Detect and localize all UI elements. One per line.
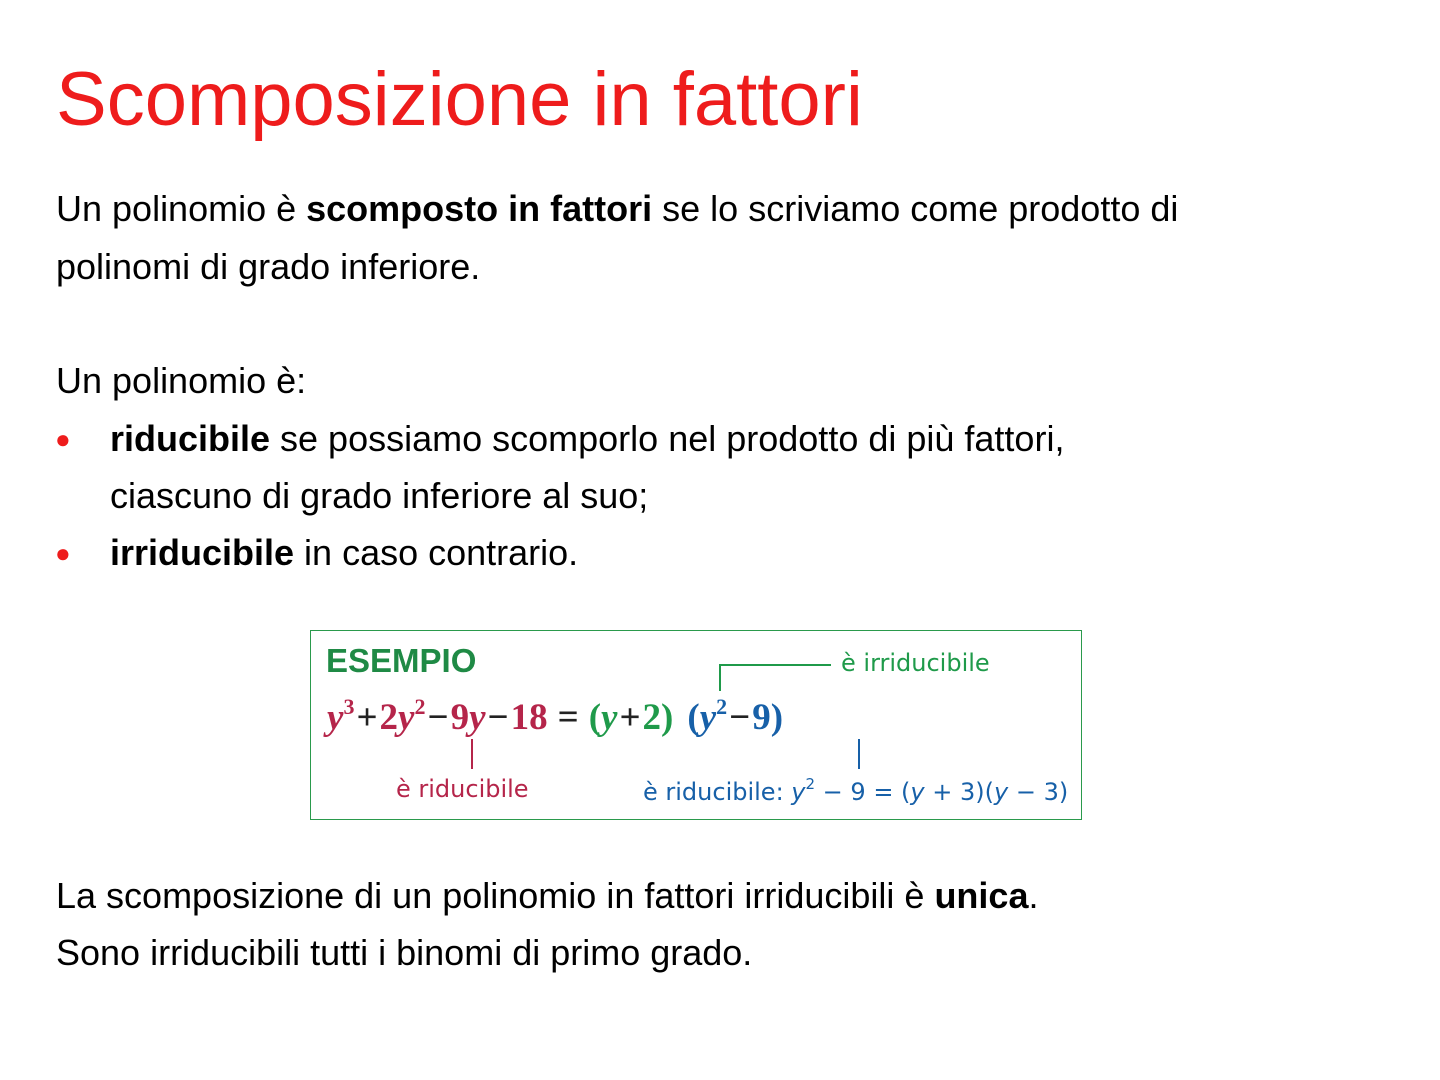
intro-prefix: Un polinomio è [56, 188, 307, 229]
list-intro: Un polinomio è: [56, 360, 307, 401]
bullet-dot-icon: ● [55, 424, 71, 454]
bullet-riducibile-bold: riducibile [110, 418, 271, 459]
conclusion-bold: unica [934, 875, 1029, 916]
bullet-riducibile [110, 417, 1064, 461]
formula-factor-2: $(y^2-9)$ [687, 693, 784, 738]
reducible-left-connector [471, 739, 473, 769]
conclusion-suffix: . [1028, 875, 1039, 916]
note-irreducible: è irriducibile [841, 649, 990, 677]
bullet-irriducibile-bold: irriducibile [110, 532, 295, 573]
page-title: Scomposizione in fattori [56, 57, 863, 142]
bullet-riducibile-text: se possiamo scomporlo nel prodotto di più fattori, [270, 418, 1065, 459]
reducible-right-connector [858, 739, 860, 769]
intro-suffix: se lo scriviamo come prodotto di [652, 188, 1179, 229]
irreducible-connector-vertical [719, 664, 721, 691]
note-reducible-left: è riducibile [396, 775, 529, 803]
bullet-dot-icon: ● [55, 538, 71, 568]
conclusion-prefix: La scomposizione di un polinomio in fattori irriducibili è [56, 875, 935, 916]
bullet-irriducibile-text: in caso contrario. [294, 532, 579, 573]
example-label: ESEMPIO [326, 642, 477, 679]
formula-equals: = [557, 697, 579, 738]
bullet-riducibile-continuation: ciascuno di grado inferiore al suo; [110, 475, 649, 516]
bullet-irriducibile [110, 531, 578, 575]
formula [327, 695, 783, 741]
intro-line-1 [56, 187, 1178, 231]
formula-lhs: $y^3+2y^2-9y-18$ [327, 693, 548, 738]
intro-bold: scomposto in fattori [306, 188, 653, 229]
conclusion-line-2: Sono irriducibili tutti i binomi di primo grado. [56, 932, 753, 973]
irreducible-connector-horizontal [719, 664, 831, 666]
note-reducible-right: è riducibile: $y^2 - 9 = (y + 3)(y - 3)$ [643, 775, 1069, 806]
intro-line-2: polinomi di grado inferiore. [56, 246, 481, 287]
formula-factor-1: (y+2) [588, 697, 674, 738]
example-box [310, 630, 1082, 820]
conclusion-line-1 [56, 874, 1038, 918]
